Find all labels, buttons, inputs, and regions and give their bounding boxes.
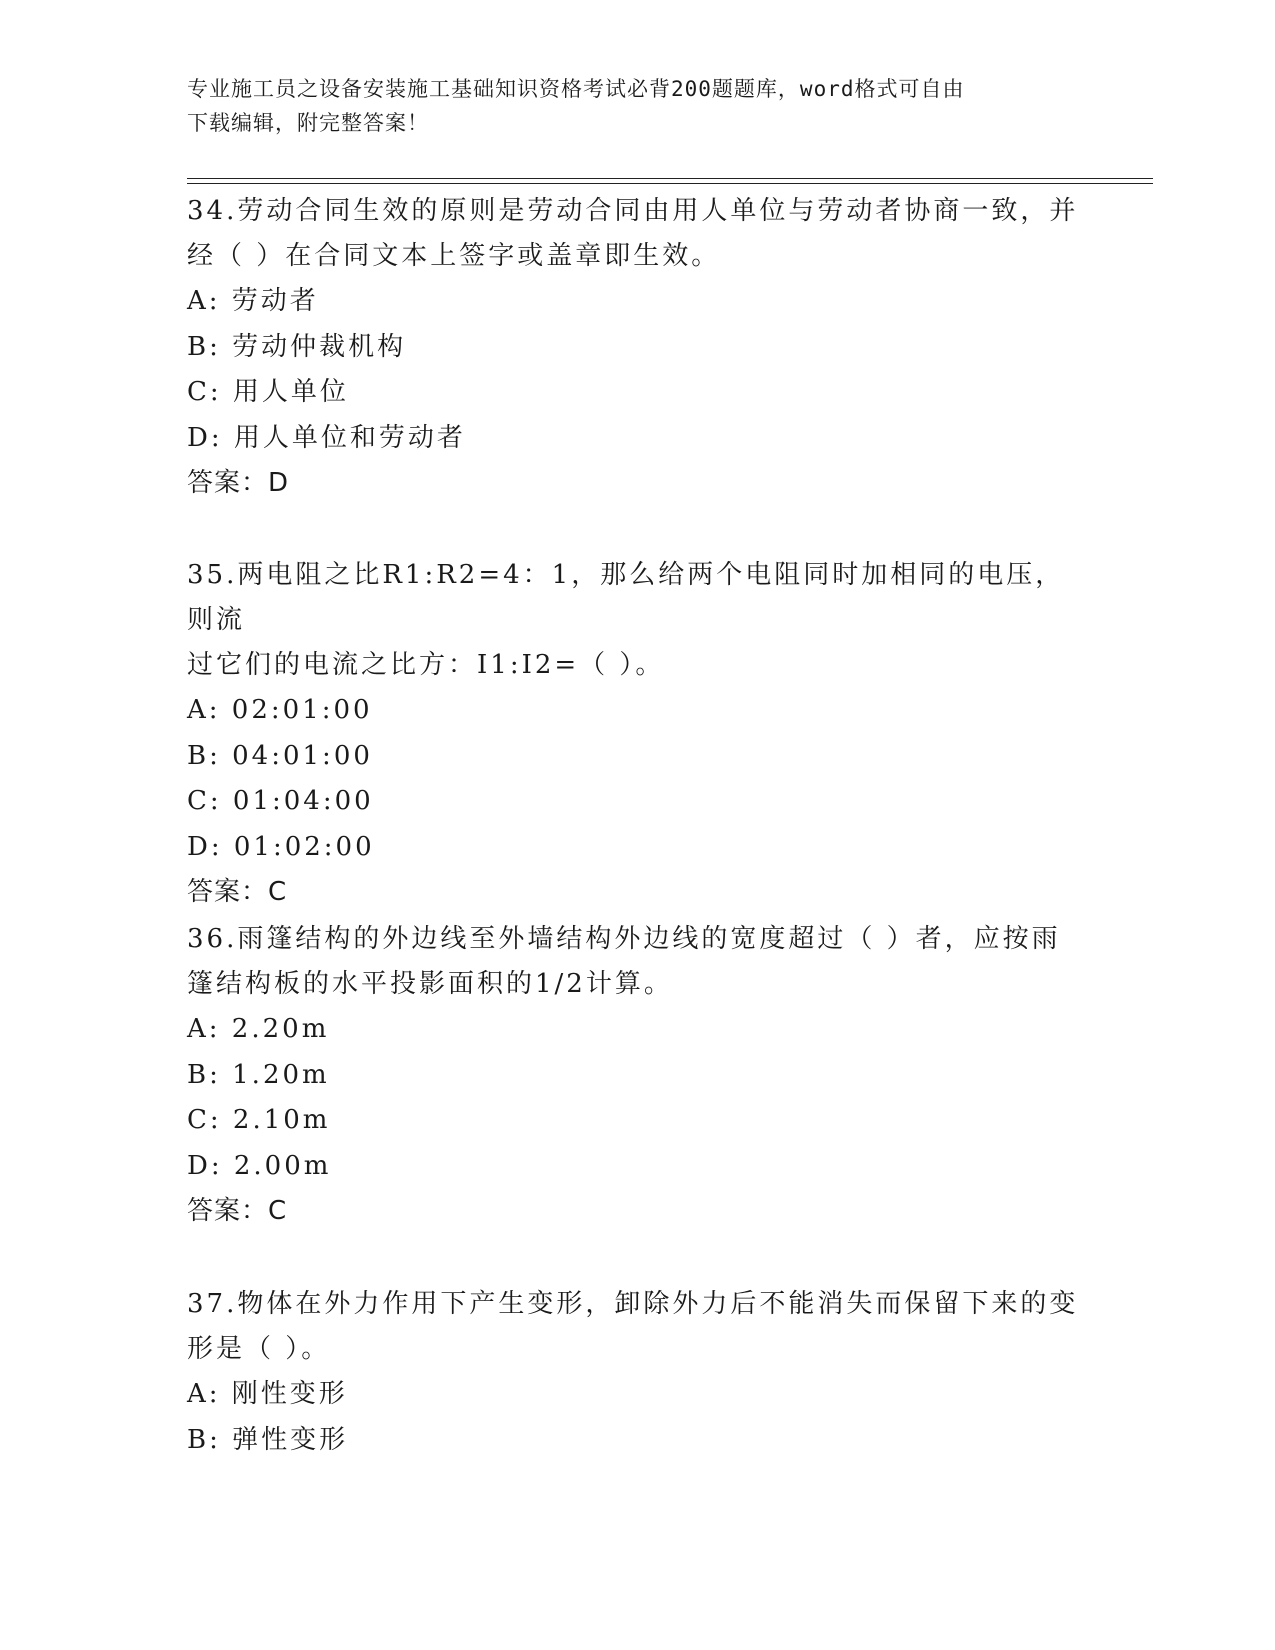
header-divider-top xyxy=(187,178,1153,179)
option-b: B: 弹性变形 xyxy=(187,1424,349,1455)
header-divider-bottom xyxy=(187,183,1153,184)
question-stem-line: 35.两电阻之比R1:R2=4：1，那么给两个电阻同时加相同的电压，则流 xyxy=(187,560,1065,635)
option-a: A: 刚性变形 xyxy=(187,1379,348,1409)
question-stem-line: 形是（ ）。 xyxy=(187,1334,331,1364)
option-c: C: 01:04:00 xyxy=(187,786,374,816)
option-a: A: 劳动者 xyxy=(187,286,319,316)
question-stem-line: 篷结构板的水平投影面积的1/2计算。 xyxy=(187,969,673,999)
option-a: A: 2.20m xyxy=(187,1014,330,1044)
option-a: A: 02:01:00 xyxy=(187,695,373,725)
question-36 xyxy=(187,917,1087,1234)
question-35 xyxy=(187,553,1087,915)
option-b: B: 劳动仲裁机构 xyxy=(187,331,407,362)
question-stem-line: 37.物体在外力作用下产生变形，卸除外力后不能消失而保留下来的变 xyxy=(187,1289,1079,1319)
option-b: B: 04:01:00 xyxy=(187,740,373,771)
option-d: D: 01:02:00 xyxy=(187,831,375,862)
document-header xyxy=(187,72,1087,140)
question-stem xyxy=(187,1282,1087,1372)
header-line-1: 专业施工员之设备安装施工基础知识资格考试必背200题题库，word格式可自由 xyxy=(187,77,965,101)
option-d: D: 2.00m xyxy=(187,1150,332,1181)
header-line-2: 下载编辑，附完整答案！ xyxy=(187,111,429,135)
question-stem xyxy=(187,189,1087,279)
question-stem-line: 34.劳动合同生效的原则是劳动合同由用人单位与劳动者协商一致，并 xyxy=(187,196,1079,226)
answer-line: 答案：C xyxy=(187,877,288,907)
question-37 xyxy=(187,1282,1087,1463)
option-d: D: 用人单位和劳动者 xyxy=(187,422,466,453)
question-34 xyxy=(187,189,1087,506)
question-stem xyxy=(187,553,1087,688)
question-stem-line: 36.雨篷结构的外边线至外墙结构外边线的宽度超过（ ）者，应按雨 xyxy=(187,924,1061,954)
question-stem-line: 过它们的电流之比方：I1:I2=（ ）。 xyxy=(187,650,665,680)
answer-line: 答案：C xyxy=(187,1196,288,1226)
question-stem-line: 经（ ）在合同文本上签字或盖章即生效。 xyxy=(187,241,721,271)
question-stem xyxy=(187,917,1087,1007)
answer-line: 答案：D xyxy=(187,468,290,498)
option-c: C: 2.10m xyxy=(187,1105,331,1135)
option-c: C: 用人单位 xyxy=(187,377,349,407)
option-b: B: 1.20m xyxy=(187,1059,330,1090)
